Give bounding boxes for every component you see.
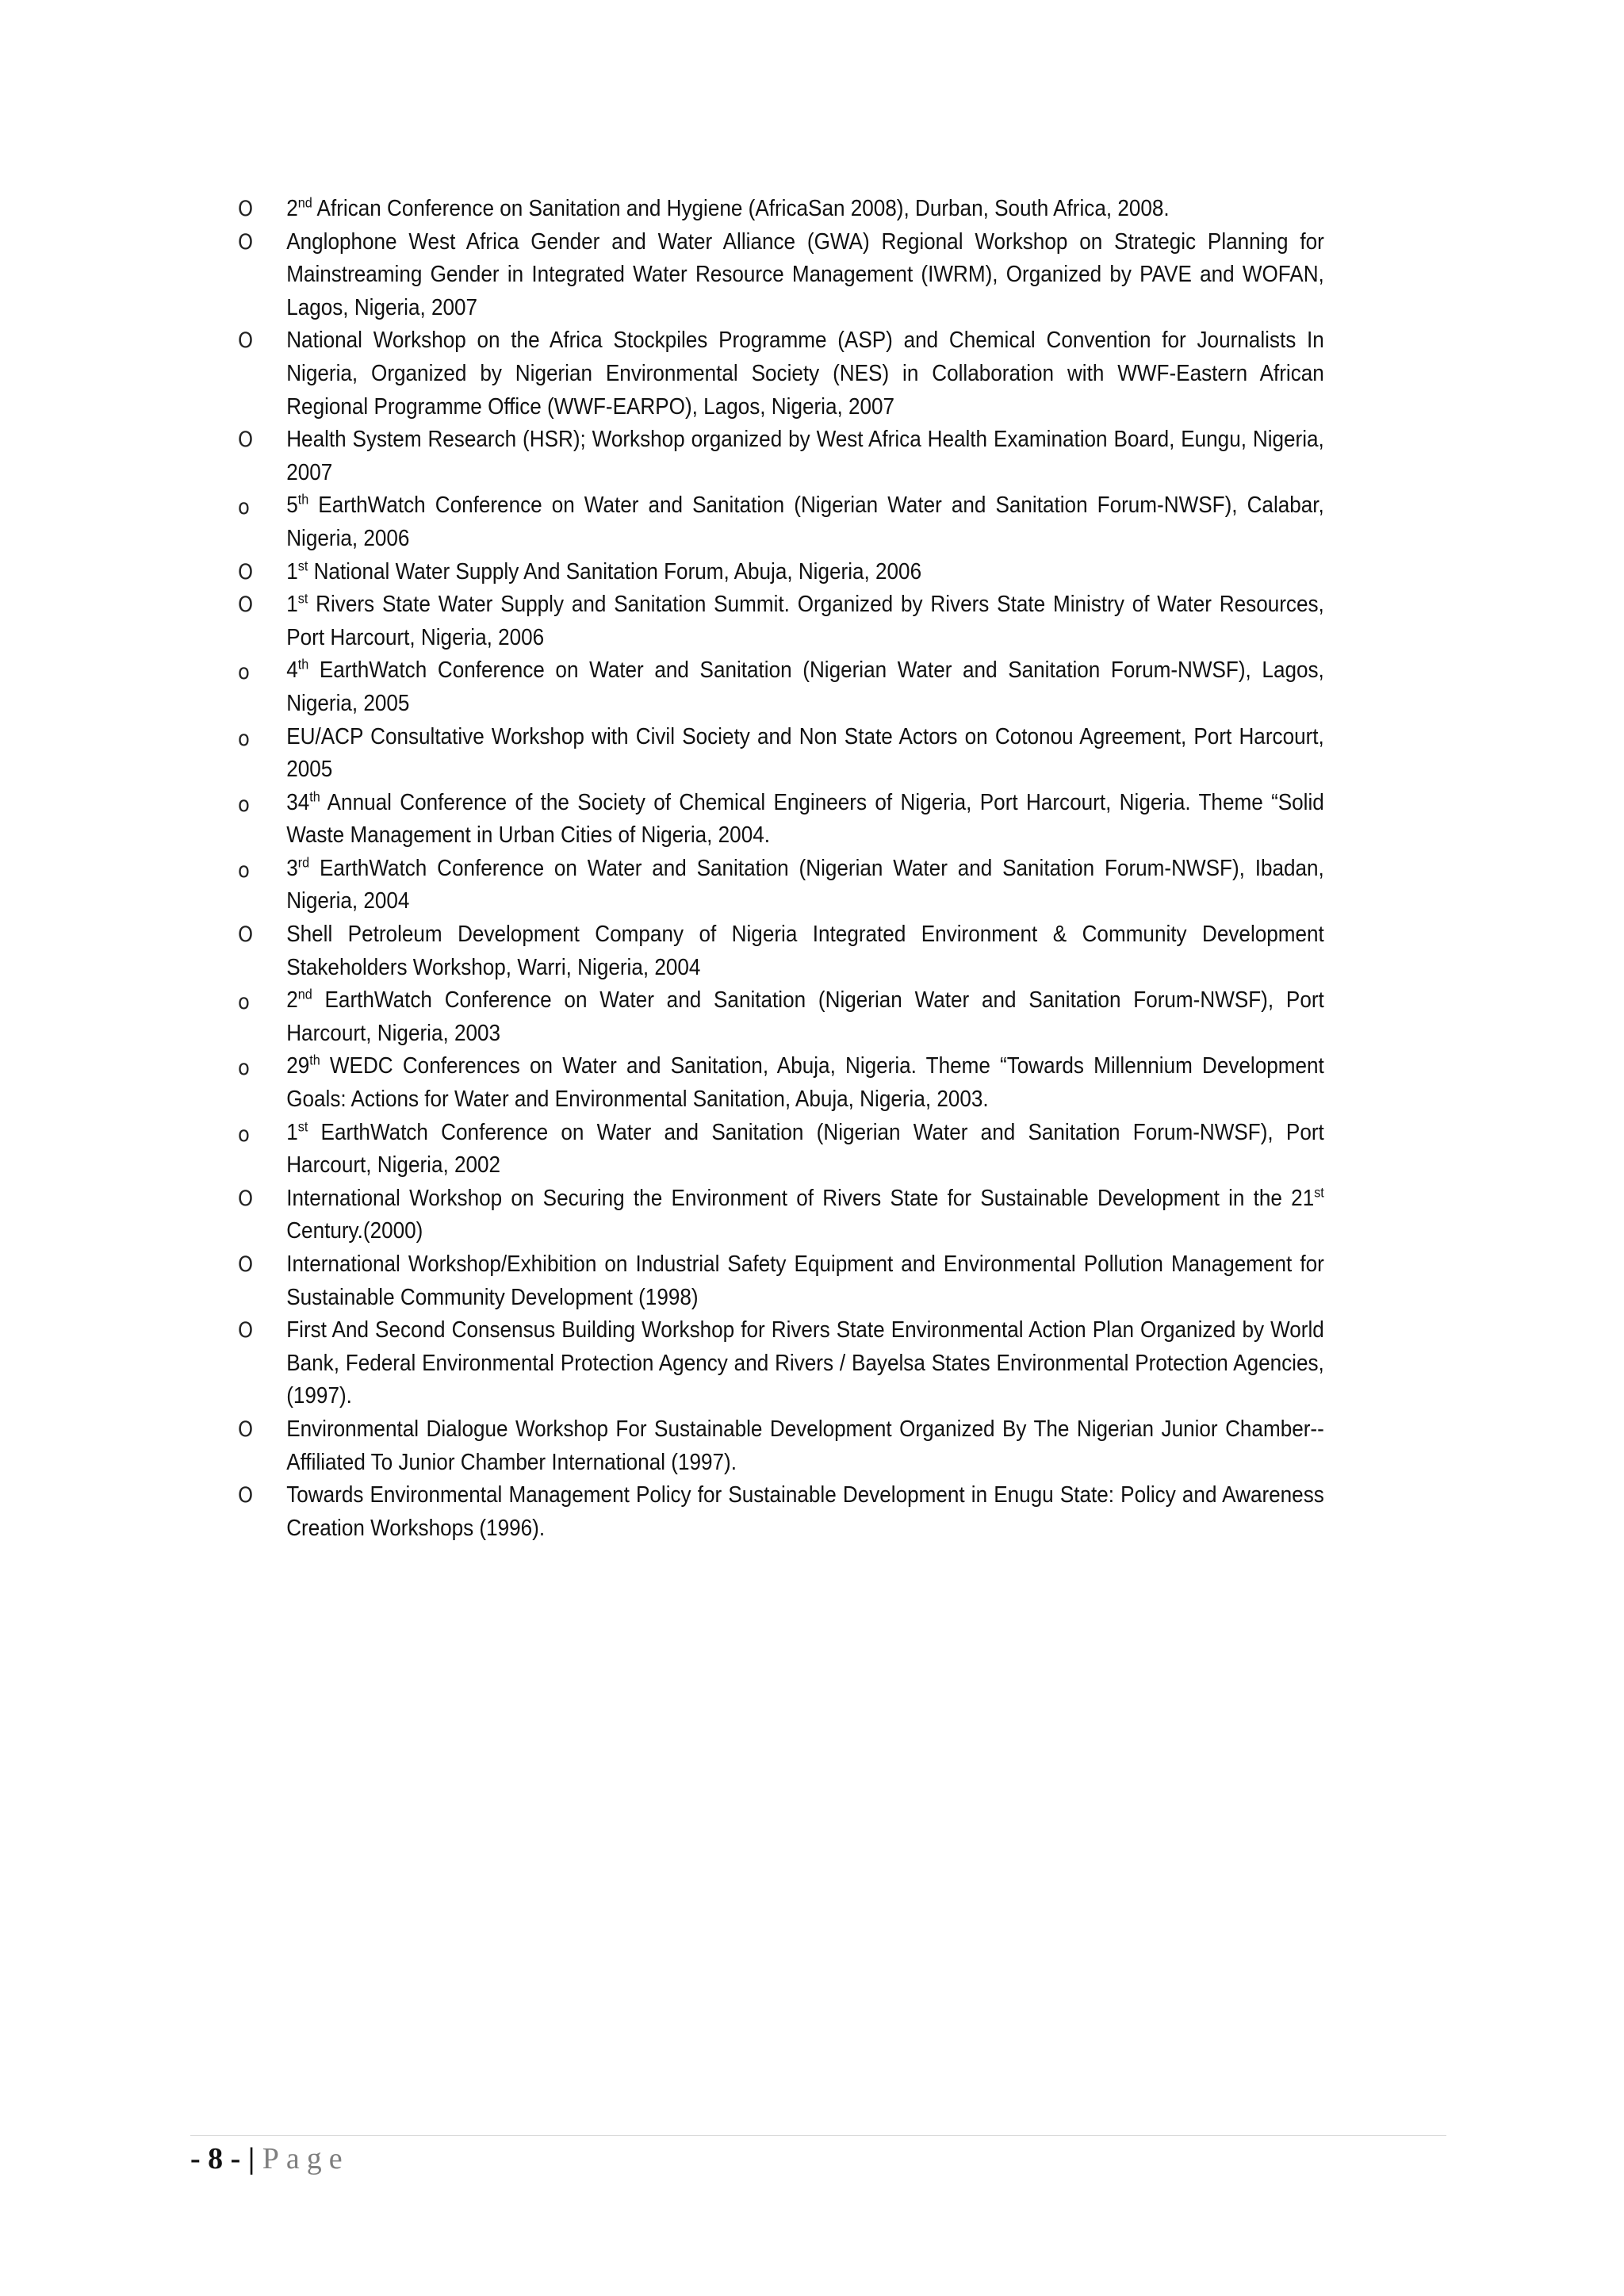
list-item: O 2nd African Conference on Sanitation and Hygiene (AfricaSan 2008), Durban, South Africa, 2008. <box>238 193 1324 226</box>
page-footer <box>190 2140 350 2178</box>
page-label: Page <box>262 2142 350 2175</box>
bullet-marker: O <box>238 328 254 354</box>
bullet-marker: o <box>238 495 250 520</box>
footer-separator: | <box>247 2142 255 2175</box>
bullet-marker: O <box>238 1252 254 1277</box>
list-item: O National Workshop on the Africa Stockpiles Programme (ASP) and Chemical Convention for Journalists In Nigeria, Organized by Nigerian Environmental Society (NES) in Collaboration with WWF-Eastern African Regional Programme Office (WWF-EARPO), Lagos, Nigeria, 2007 <box>238 324 1324 424</box>
list-item: o 34th Annual Conference of the Society of Chemical Engineers of Nigeria, Port Harcourt, Nigeria. Theme “Solid Waste Management in Urban Cities of Nigeria, 2004. <box>238 788 1324 849</box>
footer-divider <box>190 2135 1446 2136</box>
list-item: O Environmental Dialogue Workshop For Sustainable Development Organized By The Nigerian Junior Chamber-- Affiliated To Junior Chamber International (1997). <box>238 1413 1324 1479</box>
bullet-marker: o <box>238 726 250 751</box>
list-item: O Anglophone West Africa Gender and Water Alliance (GWA) Regional Workshop on Strategic Planning for Mainstreaming Gender in Integrated Water Resource Management (IWRM), Organized by PAVE and WOFAN, Lagos, Nigeria, 2007 <box>238 226 1324 325</box>
bullet-marker: o <box>238 990 250 1015</box>
list-item: O 1st National Water Supply And Sanitation Forum, Abuja, Nigeria, 2006 <box>238 556 1324 589</box>
list-item: o 4th EarthWatch Conference on Water and Sanitation (Nigerian Water and Sanitation Forum-NWSF), Lagos, Nigeria, 2005 <box>238 656 1324 716</box>
bullet-marker: O <box>238 922 254 948</box>
bullet-marker: o <box>238 857 250 883</box>
bullet-marker: o <box>238 1121 250 1147</box>
list-item: o 29th WEDC Conferences on Water and Sanitation, Abuja, Nigeria. Theme “Towards Millennium Development Goals: Actions for Water and Environmental Sanitation, Abuja, Nigeria, 2003. <box>238 1052 1324 1113</box>
bullet-marker: O <box>238 592 254 618</box>
bullet-marker: O <box>238 559 254 585</box>
list-item: o 3rd EarthWatch Conference on Water and Sanitation (Nigerian Water and Sanitation Forum-NWSF), Ibadan, Nigeria, 2004 <box>238 854 1324 914</box>
conference-list <box>238 193 1324 1545</box>
bullet-marker: O <box>238 1318 254 1343</box>
list-item: O 1st Rivers State Water Supply and Sanitation Summit. Organized by Rivers State Ministry of Water Resources, Port Harcourt, Nigeria, 2006 <box>238 588 1324 654</box>
bullet-marker: O <box>238 1416 254 1442</box>
bullet-marker: O <box>238 427 254 453</box>
bullet-marker: O <box>238 229 254 255</box>
list-item: O Health System Research (HSR); Workshop organized by West Africa Health Examination Board, Eungu, Nigeria, 2007 <box>238 424 1324 489</box>
list-item: O Shell Petroleum Development Company of Nigeria Integrated Environment & Community Development Stakeholders Workshop, Warri, Nigeria, 2004 <box>238 918 1324 984</box>
list-item: o 5th EarthWatch Conference on Water and Sanitation (Nigerian Water and Sanitation Forum-NWSF), Calabar, Nigeria, 2006 <box>238 491 1324 551</box>
list-item: O International Workshop on Securing the Environment of Rivers State for Sustainable Development in the 21st Century.(2000) <box>238 1182 1324 1248</box>
list-item: O First And Second Consensus Building Workshop for Rivers State Environmental Action Plan Organized by World Bank, Federal Environmental Protection Agency and Rivers / Bayelsa States Environmental Protection Agencies, (1997). <box>238 1314 1324 1413</box>
bullet-marker: o <box>238 660 250 685</box>
bullet-marker: O <box>238 1186 254 1211</box>
bullet-marker: o <box>238 792 250 817</box>
bullet-marker: O <box>238 1483 254 1508</box>
bullet-marker: o <box>238 1056 250 1081</box>
list-item: O International Workshop/Exhibition on Industrial Safety Equipment and Environmental Pollution Management for Sustainable Community Development (1998) <box>238 1248 1324 1314</box>
list-item: o 2nd EarthWatch Conference on Water and Sanitation (Nigerian Water and Sanitation Forum-NWSF), Port Harcourt, Nigeria, 2003 <box>238 986 1324 1046</box>
list-item: o 1st EarthWatch Conference on Water and Sanitation (Nigerian Water and Sanitation Forum-NWSF), Port Harcourt, Nigeria, 2002 <box>238 1117 1324 1179</box>
page-number: - 8 - <box>190 2142 241 2175</box>
list-item: o EU/ACP Consultative Workshop with Civil Society and Non State Actors on Cotonou Agreement, Port Harcourt, 2005 <box>238 723 1324 783</box>
bullet-marker: O <box>238 197 254 221</box>
list-item: O Towards Environmental Management Policy for Sustainable Development in Enugu State: Policy and Awareness Creation Workshops (1996). <box>238 1479 1324 1545</box>
